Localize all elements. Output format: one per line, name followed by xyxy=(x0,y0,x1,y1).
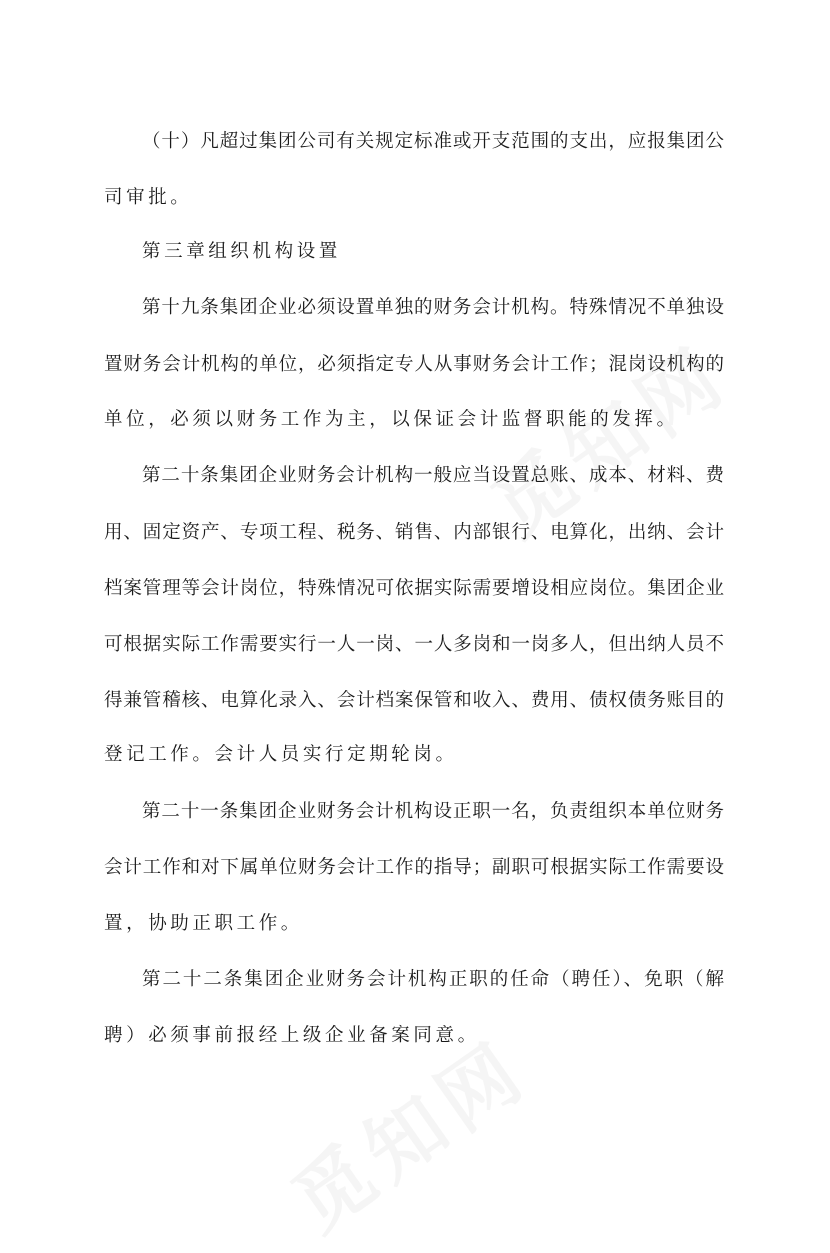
paragraph-line: 档案管理等会计岗位，特殊情况可依据实际需要增设相应岗位。集团企业 xyxy=(104,578,724,599)
paragraph-line: （十）凡超过集团公司有关规定标准或开支范围的支出，应报集团公 xyxy=(142,131,724,152)
paragraph-line: 会计工作和对下属单位财务会计工作的指导；副职可根据实际工作需要设 xyxy=(104,857,724,878)
paragraph-line: 第二十一条集团企业财务会计机构设正职一名，负责组织本单位财务 xyxy=(142,801,724,822)
paragraph-line: 第二十二条集团企业财务会计机构正职的任命（聘任）、免职（解 xyxy=(142,969,724,990)
paragraph-line: 单位，必须以财务工作为主，以保证会计监督职能的发挥。 xyxy=(104,409,679,430)
paragraph-line: 司审批。 xyxy=(104,187,193,208)
paragraph-line: 登记工作。会计人员实行定期轮岗。 xyxy=(104,744,458,765)
paragraph-line: 第十九条集团企业必须设置单独的财务会计机构。特殊情况不单独设 xyxy=(142,297,724,318)
paragraph-line: 置，协助正职工作。 xyxy=(104,913,303,934)
paragraph-line: 置财务会计机构的单位，必须指定专人从事财务会计工作；混岗设机构的 xyxy=(104,354,724,375)
paragraph-line: 第二十条集团企业财务会计机构一般应当设置总账、成本、材料、费 xyxy=(142,465,724,486)
paragraph-line: 聘）必须事前报经上级企业备案同意。 xyxy=(104,1025,480,1046)
chapter-heading: 第三章组织机构设置 xyxy=(142,241,341,262)
paragraph-line: 可根据实际工作需要实行一人一岗、一人多岗和一岗多人，但出纳人员不 xyxy=(104,634,724,655)
paragraph-line: 用、固定资产、专项工程、税务、销售、内部银行、电算化，出纳、会计 xyxy=(104,522,724,543)
paragraph-line: 得兼管稽核、电算化录入、会计档案保管和收入、费用、债权债务账目的 xyxy=(104,690,724,711)
